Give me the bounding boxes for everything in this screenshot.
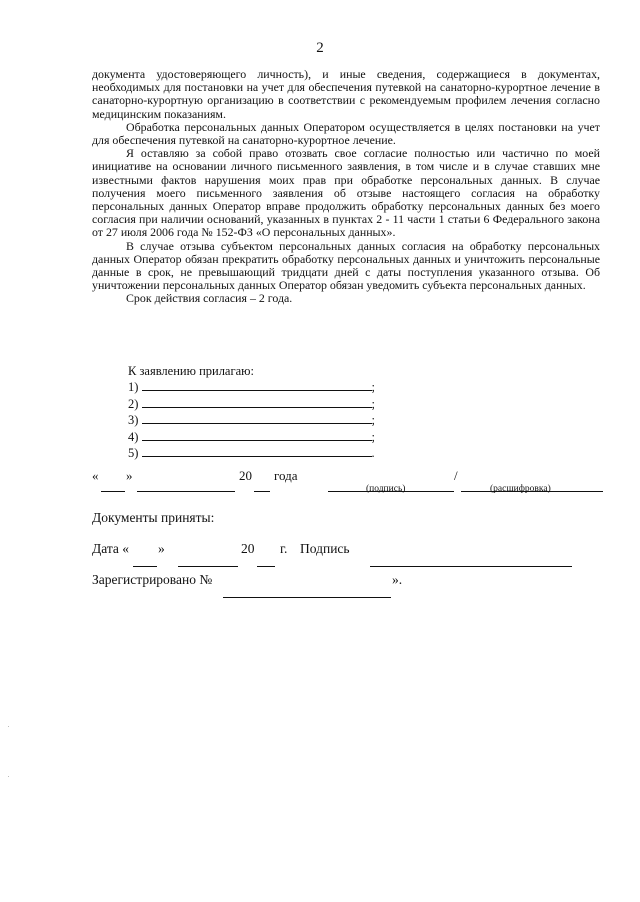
signature-block (92, 468, 604, 502)
attachment-terminator: ; (371, 413, 376, 428)
registration-label: Зарегистрировано № (92, 572, 213, 587)
month-field[interactable] (137, 480, 235, 492)
page-number: 2 (316, 40, 324, 56)
year-field[interactable] (254, 480, 270, 492)
attachment-number: 4) (128, 429, 139, 444)
attachment-terminator: ; (371, 396, 376, 411)
consent-text (92, 68, 600, 306)
acceptance-year-prefix: 20 (241, 541, 255, 556)
acceptance-date-quote-close: » (158, 541, 165, 556)
paragraph-withdrawal-consequences: В случае отзыва субъектом персональных данных согласия на обработку персональных данных Оператор обязан прекратить обработку персональных данных и уничтожить персональные данные в срок, не превышающий тридцати дней с даты поступления указанного отзыва. Об уничтожении персональных данных Оператор обязан уведомить субъекта персональных данных. (92, 238, 600, 293)
signature-caption: (подпись) (366, 484, 406, 494)
acceptance-sign-label: Подпись (300, 541, 350, 556)
attachment-terminator: . (371, 446, 375, 461)
attachment-blank-line[interactable] (142, 445, 372, 457)
decode-caption: (расшифровка) (490, 484, 551, 494)
attachment-row-3[interactable] (128, 412, 375, 428)
attachment-row-4[interactable] (128, 429, 375, 445)
acceptance-signature-field[interactable] (370, 555, 572, 567)
acceptance-month-field[interactable] (178, 555, 238, 567)
attachment-number: 1) (128, 380, 139, 395)
attachment-blank-line[interactable] (142, 412, 372, 424)
date-quote-close: » (126, 468, 133, 483)
acceptance-date-row (92, 541, 612, 559)
year-word: года (274, 468, 298, 483)
registration-terminator: ». (392, 572, 403, 587)
registration-number-field[interactable] (223, 586, 391, 598)
attachment-row-1[interactable] (128, 379, 375, 395)
scan-speck (8, 776, 9, 777)
documents-accepted-title: Документы приняты: (92, 510, 215, 525)
attachments-list (128, 364, 375, 461)
acceptance-year-field[interactable] (257, 555, 275, 567)
paragraph-document-info: документа удостоверяющего личность), и иные сведения, содержащиеся в документах, необходимых для постановки на учет для обеспечения путевкой на санаторно-курортное лечение в санаторно-курортную организацию в соответствии с рекомендуемым профилем лечения согласно медицинским показаниям. (92, 67, 600, 121)
paragraph-validity-term: Срок действия согласия – 2 года. (126, 291, 293, 306)
attachment-number: 3) (128, 413, 139, 428)
year-prefix: 20 (239, 468, 252, 483)
paragraph-withdrawal-right: Я оставляю за собой право отозвать свое согласие полностью или частично по моей инициативе на основании личного письменного заявления, в том числе и в случае ставших мне известными фактов нарушения моих прав при обработке персональных данных. В случае получения моего письменного заявления об отзыве настоящего согласия на обработку персональных данных Оператор вправе продолжить обработку персональных данных без моего согласия при наличии оснований, указанных в пунктах 2 - 11 части 1 статьи 6 Федерального закона от 27 июля 2006 года № 152-ФЗ «О персональных данных». (92, 146, 600, 240)
signature-slash: / (454, 468, 458, 483)
paragraph-processing-purpose: Обработка персональных данных Оператором осуществляется в целях постановки на учет для обеспечения путевкой на санаторно-курортное лечение. (92, 119, 600, 148)
attachment-blank-line[interactable] (142, 396, 372, 408)
acceptance-day-field[interactable] (133, 555, 157, 567)
scan-speck (8, 726, 9, 727)
attachment-number: 2) (128, 396, 139, 411)
acceptance-year-suffix: г. (280, 541, 288, 556)
registration-row (92, 572, 612, 590)
day-field[interactable] (101, 480, 125, 492)
attachment-terminator: ; (371, 429, 376, 444)
acceptance-date-label: Дата « (92, 541, 130, 556)
attachment-number: 5) (128, 446, 139, 461)
attachment-blank-line[interactable] (142, 379, 372, 391)
attachment-row-5[interactable] (128, 445, 375, 461)
attachment-row-2[interactable] (128, 396, 375, 412)
attachments-heading: К заявлению прилагаю: (128, 364, 254, 378)
date-quote-open: « (92, 468, 99, 483)
attachment-blank-line[interactable] (142, 429, 372, 441)
attachment-terminator: ; (371, 380, 376, 395)
